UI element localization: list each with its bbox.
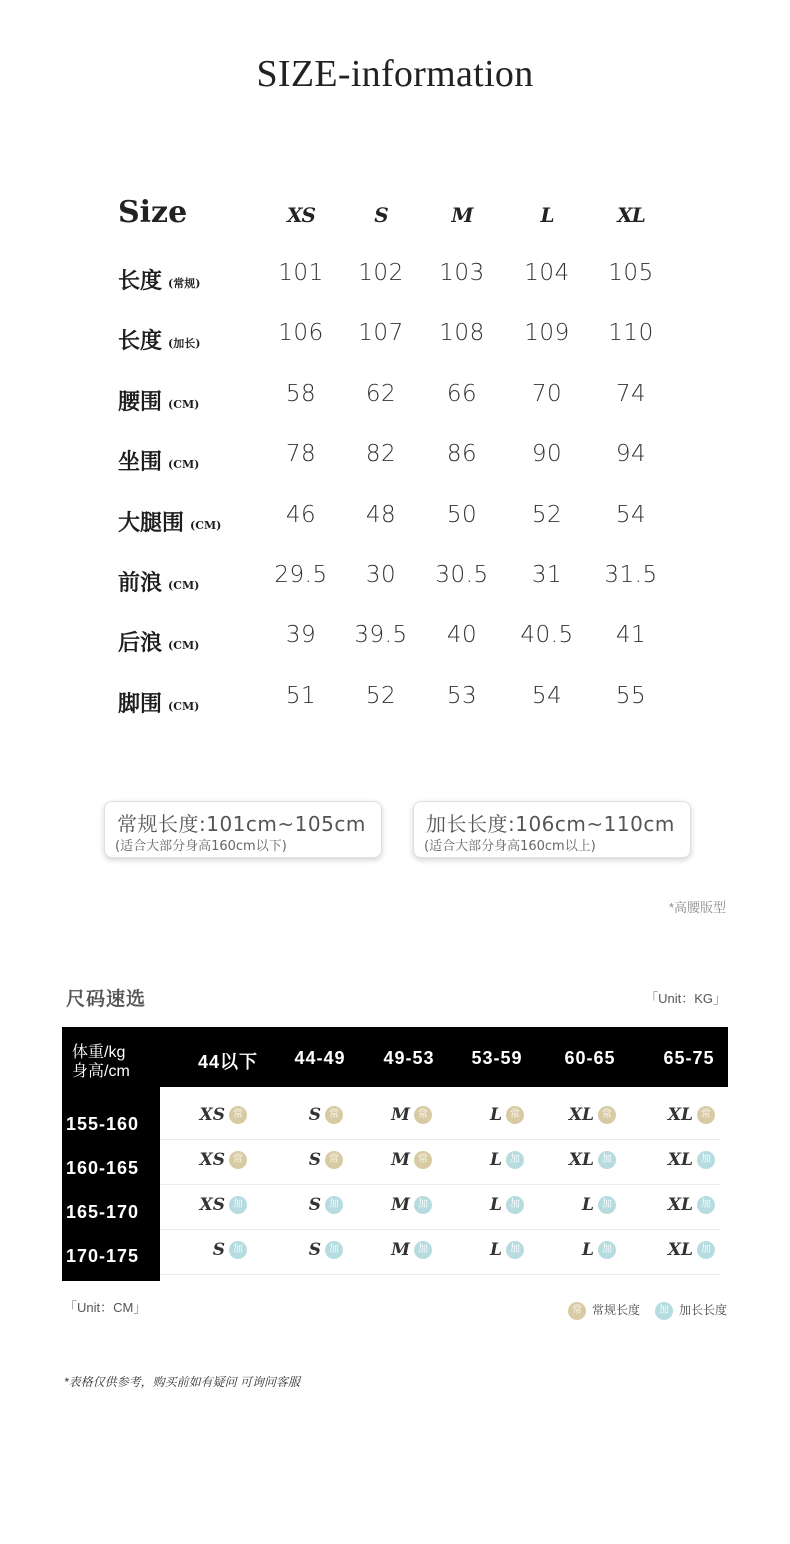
regular-length-badge-icon: 常 [697,1106,715,1124]
unit-cm-label: 「Unit：CM」 [64,1300,147,1315]
size-recommendation-cell [434,1105,524,1125]
spec-value: 55 [615,683,647,709]
weight-column-header: 53-59 [471,1048,523,1068]
spec-value: 40 [446,622,478,648]
corner-height-label: 身高/cm [72,1063,130,1080]
extended-length-badge-icon: 加 [697,1151,715,1169]
spec-row [0,562,790,602]
spec-row-label [118,445,199,476]
row-divider [160,1184,720,1185]
spec-row-unit: (CM) [168,700,200,713]
extended-length-badge-icon: 加 [598,1241,616,1259]
size-recommendation-cell [253,1195,343,1215]
spec-row [0,441,790,481]
extended-length-badge-icon: 加 [598,1151,616,1169]
legend-extended [655,1301,727,1320]
spec-row-unit: (CM) [168,398,200,411]
recommended-size: XS [199,1195,225,1215]
footnote: *表格仅供参考，购买前如有疑问 可询问客服 [64,1375,301,1389]
spec-value: 58 [285,381,317,407]
spec-value: 102 [358,260,404,286]
spec-row-unit: (CM) [168,458,200,471]
spec-value: 48 [365,502,397,528]
legend-extended-label: 加长长度 [679,1303,728,1317]
recommended-size: XL [667,1195,693,1215]
recommended-size: XL [568,1105,594,1125]
recommended-size: L [582,1195,594,1215]
recommended-size: XL [667,1240,693,1260]
spec-value: 78 [285,441,317,467]
spec-row-label [118,687,199,718]
extended-length-badge-icon: 加 [506,1196,524,1214]
high-waist-note: *高腰版型 [668,900,726,915]
size-recommendation-cell [434,1240,524,1260]
recommended-size: S [308,1240,321,1260]
spec-value: 30.5 [435,562,489,588]
extended-length-text: 加长长度:106cm~110cm [426,812,675,836]
extended-length-badge-icon: 加 [697,1241,715,1259]
spec-value: 29.5 [274,562,328,588]
spec-value: 54 [531,683,563,709]
spec-value: 82 [365,441,397,467]
recommended-size: L [582,1240,594,1260]
size-recommendation-cell [434,1195,524,1215]
regular-length-box [104,801,382,858]
spec-value: 54 [615,502,647,528]
recommended-size: L [490,1195,502,1215]
spec-row [0,381,790,421]
extended-length-badge-icon: 加 [697,1196,715,1214]
spec-row-unit: (CM) [168,579,200,592]
recommended-size: S [308,1195,321,1215]
regular-length-badge-icon: 常 [229,1151,247,1169]
spec-value: 62 [365,381,397,407]
row-divider [160,1229,720,1230]
spec-row-name: 前浪 [118,570,163,596]
recommended-size: XL [667,1150,693,1170]
recommended-size: M [391,1240,410,1260]
size-recommendation-cell [526,1105,616,1125]
spec-row [0,260,790,300]
spec-value: 39 [285,622,317,648]
recommended-size: S [308,1105,321,1125]
spec-row-unit: (CM) [168,639,200,652]
extended-length-badge-icon: 加 [325,1241,343,1259]
size-header-s: S [374,203,388,227]
spec-value: 106 [278,320,324,346]
unit-kg-label: 「Unit：KG」 [645,991,726,1006]
spec-value: 104 [524,260,570,286]
weight-column-header: 44以下 [197,1052,259,1072]
regular-length-badge-icon: 常 [414,1151,432,1169]
spec-row-unit: (CM) [190,519,222,532]
regular-length-badge-icon: 常 [598,1106,616,1124]
size-recommendation-cell [342,1150,432,1170]
weight-column-header: 65-75 [663,1048,715,1068]
recommended-size: M [391,1105,410,1125]
spec-value: 103 [439,260,485,286]
spec-value: 109 [524,320,570,346]
size-header-xl: XL [617,203,645,227]
spec-value: 40.5 [520,622,574,648]
spec-row-name: 腰围 [118,389,163,415]
spec-value: 70 [531,381,563,407]
spec-row [0,502,790,542]
size-header-m: M [451,203,473,227]
spec-row-label [118,566,199,597]
spec-value: 31.5 [604,562,658,588]
spec-row-unit: (加长) [168,337,201,350]
recommended-size: XS [199,1105,225,1125]
spec-value: 101 [278,260,324,286]
spec-value: 108 [439,320,485,346]
recommended-size: M [391,1195,410,1215]
spec-value: 50 [446,502,478,528]
recommended-size: XS [199,1150,225,1170]
spec-row-name: 后浪 [118,630,163,656]
spec-row-name: 脚围 [118,691,163,717]
regular-length-note: (适合大部分身高160cm以下) [115,839,287,854]
corner-weight-label: 体重/kg [72,1044,126,1061]
height-row-label: 155-160 [66,1114,140,1134]
size-recommendation-cell [253,1240,343,1260]
spec-row-name: 大腿围 [118,510,185,536]
extended-length-badge-icon: 加 [414,1196,432,1214]
quick-select-title: 尺码速选 [66,989,147,1010]
height-row-label: 165-170 [66,1202,140,1222]
spec-value: 41 [615,622,647,648]
extended-length-badge-icon: 加 [598,1196,616,1214]
recommended-size: XL [667,1105,693,1125]
spec-value: 46 [285,502,317,528]
height-row-label: 170-175 [66,1246,140,1266]
size-recommendation-cell [157,1240,247,1260]
recommended-size: L [490,1105,502,1125]
extended-length-box [413,801,691,858]
spec-value: 51 [285,683,317,709]
size-recommendation-cell [434,1150,524,1170]
size-recommendation-cell [625,1150,715,1170]
spec-value: 110 [608,320,654,346]
spec-row-unit: (常规) [168,277,201,290]
spec-value: 105 [608,260,654,286]
extended-length-badge-icon: 加 [506,1151,524,1169]
size-header-xs: XS [287,203,315,227]
spec-value: 86 [446,441,478,467]
size-header-l: L [540,203,554,227]
extended-length-badge-icon: 加 [229,1196,247,1214]
size-recommendation-cell [625,1240,715,1260]
spec-value: 30 [365,562,397,588]
weight-column-header: 60-65 [564,1048,616,1068]
size-recommendation-cell [526,1240,616,1260]
spec-row-label [118,264,200,295]
regular-length-text: 常规长度:101cm~105cm [117,812,366,836]
size-recommendation-cell [157,1195,247,1215]
extended-length-badge-icon: 加 [229,1241,247,1259]
size-recommendation-cell [526,1195,616,1215]
spec-row [0,320,790,360]
spec-value: 52 [531,502,563,528]
weight-column-header: 44-49 [294,1048,346,1068]
spec-row-label [118,385,199,416]
size-recommendation-cell [625,1195,715,1215]
regular-badge-icon: 常 [568,1302,586,1320]
regular-length-badge-icon: 常 [325,1151,343,1169]
spec-value: 107 [358,320,404,346]
extended-length-badge-icon: 加 [325,1196,343,1214]
extended-length-note: (适合大部分身高160cm以上) [424,839,596,854]
row-divider [160,1139,720,1140]
spec-value: 52 [365,683,397,709]
spec-value: 94 [615,441,647,467]
spec-row-name: 坐围 [118,449,163,475]
spec-value: 66 [446,381,478,407]
extended-length-badge-icon: 加 [414,1241,432,1259]
height-row-label: 160-165 [66,1158,140,1178]
regular-length-badge-icon: 常 [325,1106,343,1124]
size-recommendation-cell [157,1105,247,1125]
extended-length-badge-icon: 加 [506,1241,524,1259]
recommended-size: S [308,1150,321,1170]
recommended-size: L [490,1240,502,1260]
size-recommendation-cell [253,1105,343,1125]
size-recommendation-cell [342,1195,432,1215]
page-title: SIZE-information [256,53,534,95]
spec-value: 74 [615,381,647,407]
spec-row-label [118,324,200,355]
recommended-size: M [391,1150,410,1170]
spec-row-label [118,626,199,657]
spec-row-label [118,506,221,537]
row-divider [160,1274,720,1275]
spec-value: 31 [531,562,563,588]
spec-value: 90 [531,441,563,467]
size-recommendation-cell [625,1105,715,1125]
regular-length-badge-icon: 常 [414,1106,432,1124]
spec-row [0,622,790,662]
regular-length-badge-icon: 常 [506,1106,524,1124]
legend-regular [568,1301,640,1320]
spec-value: 39.5 [354,622,408,648]
size-recommendation-cell [342,1240,432,1260]
size-recommendation-cell [342,1105,432,1125]
regular-length-badge-icon: 常 [229,1106,247,1124]
spec-row [0,683,790,723]
spec-row-name: 长度 [118,328,163,354]
spec-header-label: Size [118,195,188,230]
recommended-size: XL [568,1150,594,1170]
size-recommendation-cell [157,1150,247,1170]
size-recommendation-cell [526,1150,616,1170]
spec-value: 53 [446,683,478,709]
size-recommendation-cell [253,1150,343,1170]
weight-column-header: 49-53 [383,1048,435,1068]
legend-regular-label: 常规长度 [592,1303,641,1317]
recommended-size: S [212,1240,225,1260]
spec-row-name: 长度 [118,268,163,294]
extended-badge-icon: 加 [655,1302,673,1320]
recommended-size: L [490,1150,502,1170]
